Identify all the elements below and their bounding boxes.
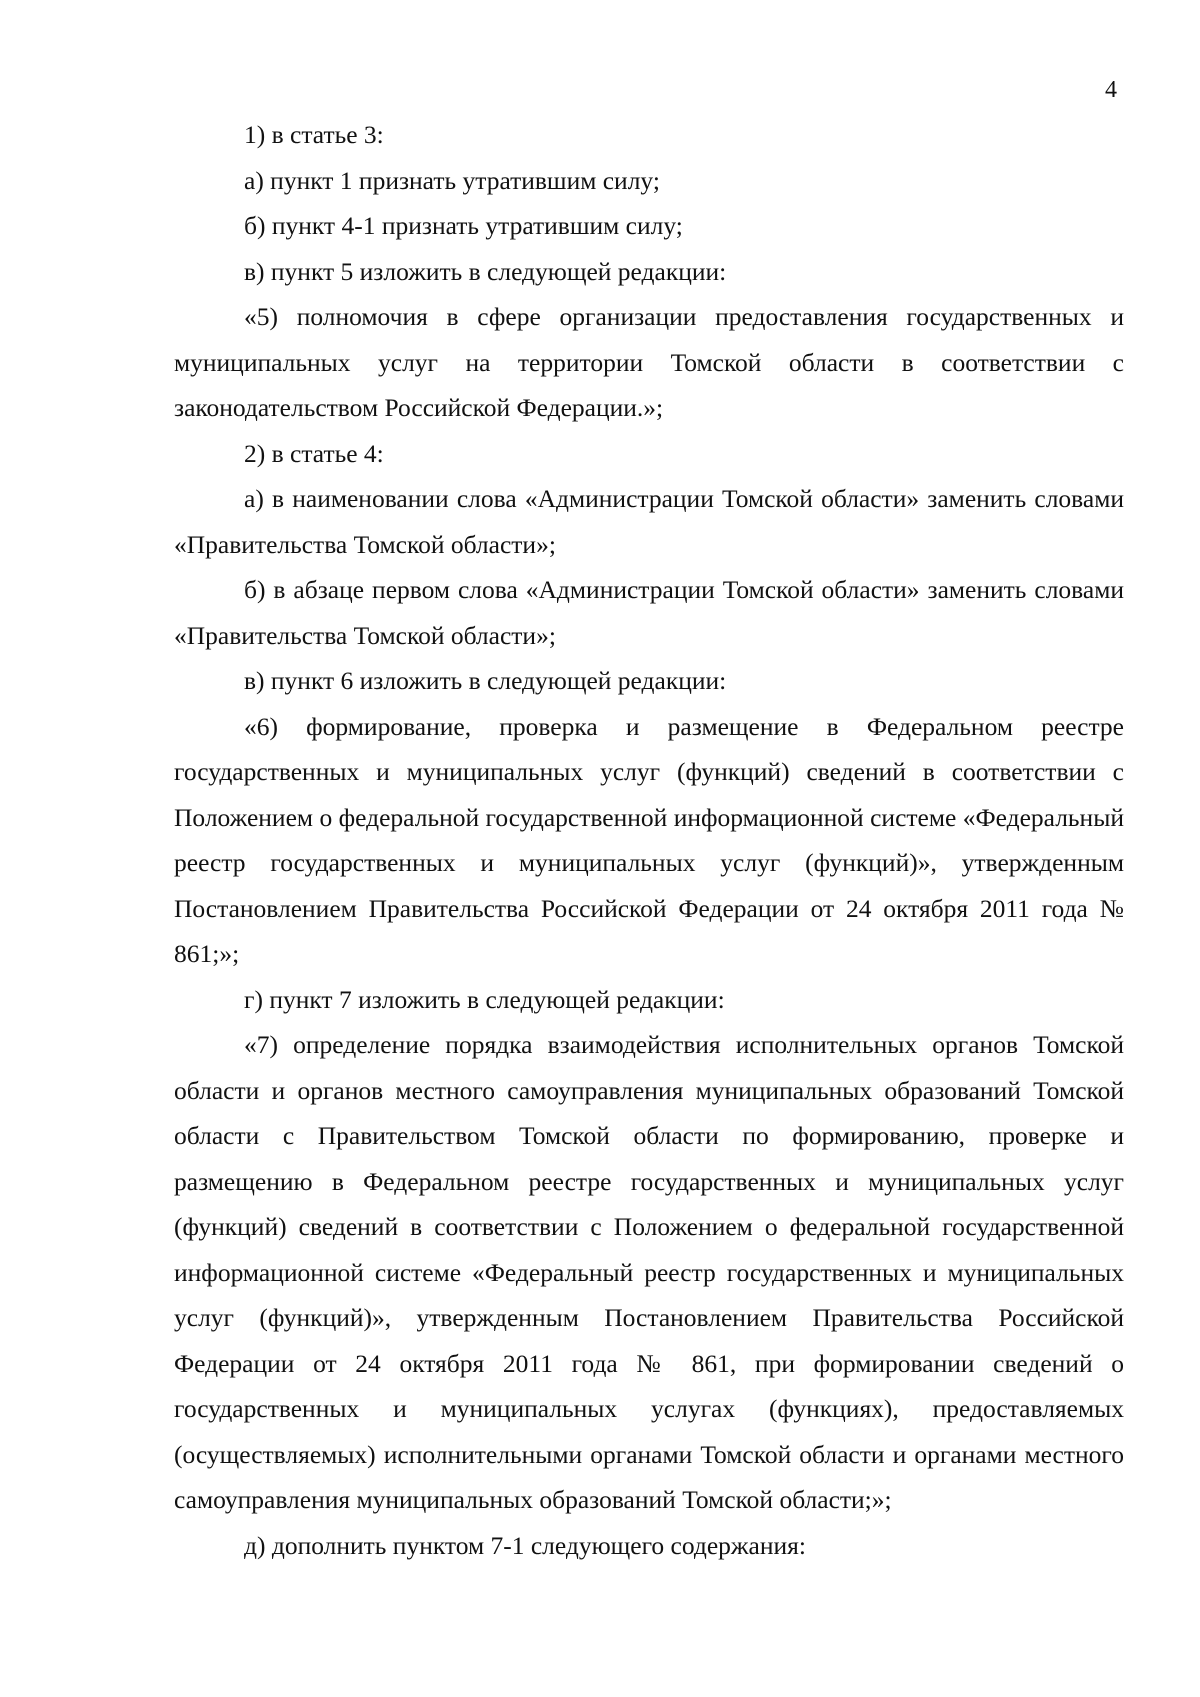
quoted-point-7: «7) определение порядка взаимодействия исполнительных органов Томской области и органов местного самоуправления муниципальных образований Томской области с Правительством Томской области по формированию, проверке и размещению в Федеральном реестре государственных и муниципальных услуг (функций) сведений в соответствии с Положением о федеральной государственной информационной системе «Федеральный реестр государственных и муниципальных услуг (функций)», утвержденным Постановлением Правительства Российской Федерации от 24 октября 2011 года № 861, при формировании сведений о государственных и муниципальных услугах (функциях), предоставляемых (осуществляемых) исполнительными органами Томской области и органами местного самоуправления муниципальных образований Томской области;»; [174,1030,1124,1514]
item-4v: в) пункт 6 изложить в следующей редакции: [244,666,727,695]
item-3v: в) пункт 5 изложить в следующей редакции: [244,256,727,286]
item-4b: б) в абзаце первом слова «Администрации Томской области» заменить словами «Правительства Томской области»; [174,575,1124,650]
item-4a: а) в наименовании слова «Администрации Томской области» заменить словами «Правительства Томской области»; [174,484,1124,559]
quoted-point-6: «6) формирование, проверка и размещение в Федеральном реестре государственных и муниципальных услуг (функций) сведений в соответствии с Положением о федеральной государственной информационной системе «Федеральный реестр государственных и муниципальных услуг (функций)», утвержденным Постановлением Правительства Российской Федерации от 24 октября 2011 года № 861;»; [174,711,1124,968]
item-article-4: 2) в статье 4: [244,438,384,468]
item-4d: д) дополнить пунктом 7-1 следующего содержания: [244,1530,806,1560]
document-body [174,112,1124,1568]
item-3b: б) пункт 4-1 признать утратившим силу; [244,211,683,240]
quoted-point-5: «5) полномочия в сфере организации предоставления государственных и муниципальных услуг на территории Томской области в соответствии с законодательством Российской Федерации.»; [174,302,1124,422]
item-3a: а) пункт 1 признать утратившим силу; [244,165,660,195]
item-article-3: 1) в статье 3: [244,120,384,149]
item-4g: г) пункт 7 изложить в следующей редакции: [244,984,725,1014]
page-number: 4 [1105,77,1117,103]
